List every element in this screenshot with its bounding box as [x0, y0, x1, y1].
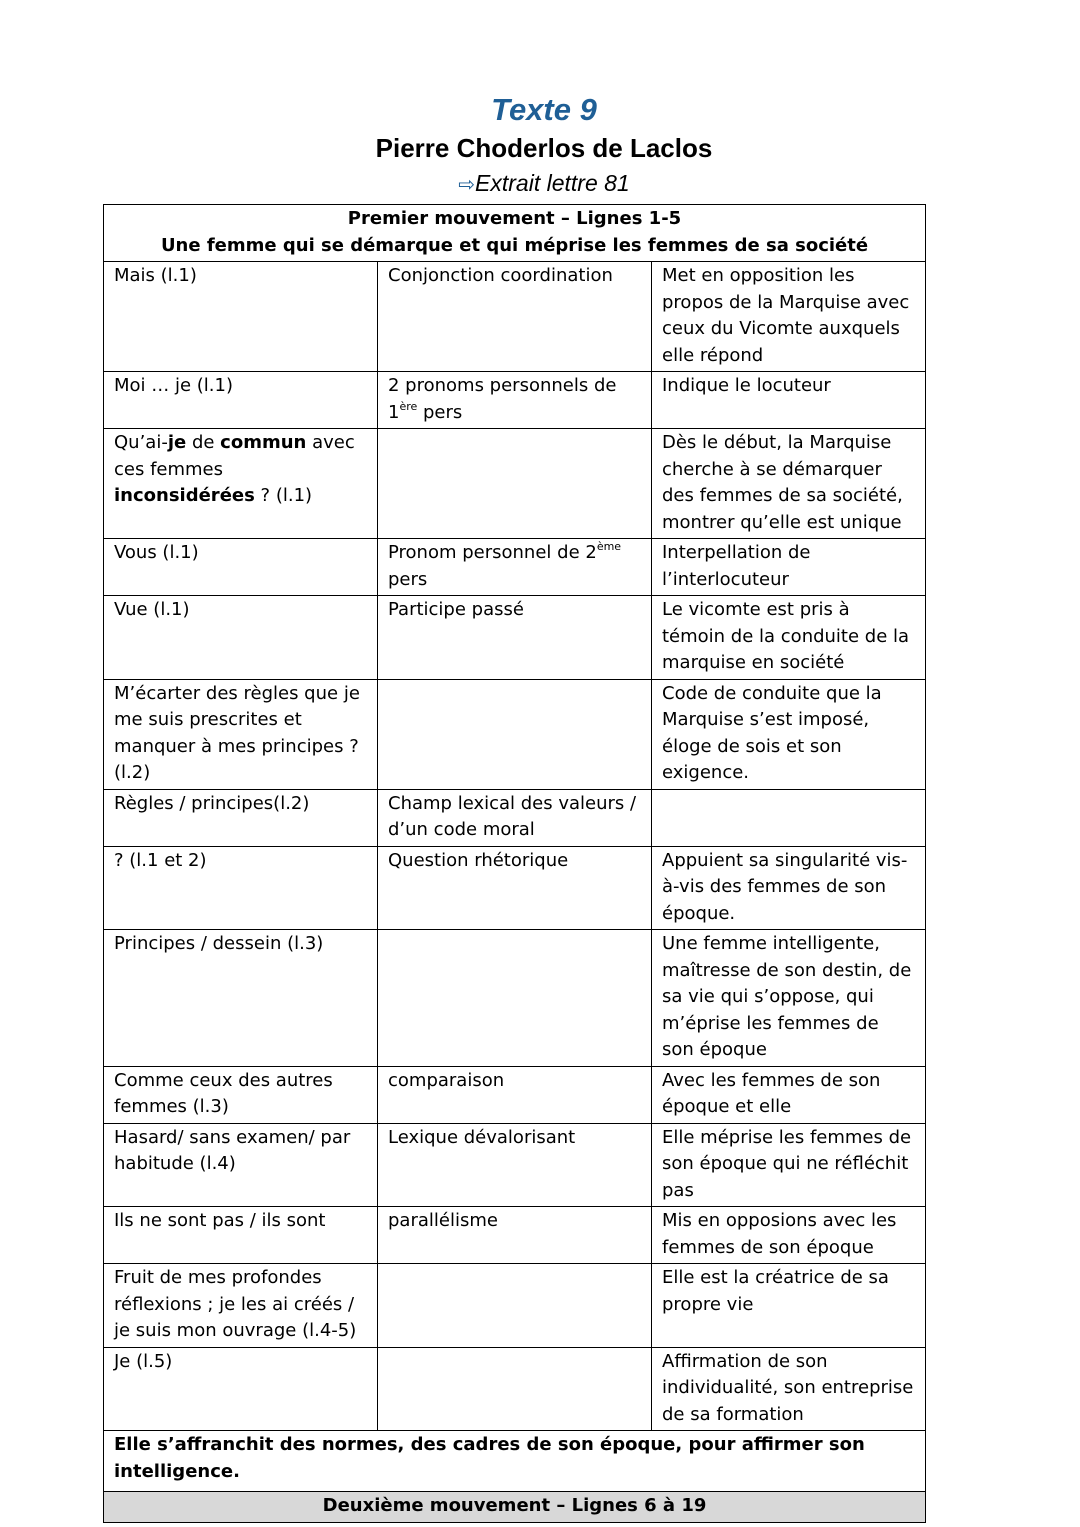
quote-cell: Principes / dessein (l.3) — [104, 930, 378, 1067]
table-row — [104, 930, 926, 1067]
table-row — [104, 262, 926, 372]
device-cell — [378, 372, 652, 429]
device-text-end: pers — [388, 568, 428, 590]
table-row — [104, 596, 926, 680]
table-row — [104, 1264, 926, 1348]
device-cell: Participe passé — [378, 596, 652, 680]
quote-text: ? (l.1) — [254, 485, 313, 506]
device-cell: comparaison — [378, 1066, 652, 1123]
next-section-heading: Deuxième mouvement – Lignes 6 à 19 — [104, 1492, 926, 1523]
quote-text: avec ces femmes — [114, 432, 355, 480]
document-header — [0, 88, 1080, 202]
device-superscript: ère — [399, 399, 418, 413]
interpretation-cell: Elle méprise les femmes de son époque qui ne réfléchit pas — [652, 1123, 926, 1207]
device-text: 2 pronoms personnels de 1 — [388, 375, 617, 423]
document-title: Texte 9 — [491, 92, 597, 127]
section-heading-row — [104, 205, 926, 262]
interpretation-cell: Elle est la créatrice de sa propre vie — [652, 1264, 926, 1348]
quote-cell: Je (l.5) — [104, 1347, 378, 1431]
quote-cell: ? (l.1 et 2) — [104, 846, 378, 930]
section-title: Premier mouvement – Lignes 1-5 — [347, 208, 682, 229]
device-text: Pronom personnel de 2 — [388, 542, 597, 563]
quote-cell: Fruit de mes profondes réflexions ; je les ai créés / je suis mon ouvrage (l.4-5) — [104, 1264, 378, 1348]
interpretation-cell — [652, 789, 926, 846]
quote-cell: Vous (l.1) — [104, 539, 378, 596]
analysis-table — [103, 204, 926, 1523]
device-cell: Question rhétorique — [378, 846, 652, 930]
device-cell: Champ lexical des valeurs / d’un code moral — [378, 789, 652, 846]
interpretation-cell: Dès le début, la Marquise cherche à se démarquer des femmes de sa société, montrer qu’elle est unique — [652, 429, 926, 539]
quote-cell: Ils ne sont pas / ils sont — [104, 1207, 378, 1264]
interpretation-cell: Appuient sa singularité vis-à-vis des femmes de son époque. — [652, 846, 926, 930]
quote-cell: Règles / principes(l.2) — [104, 789, 378, 846]
table-row — [104, 1347, 926, 1431]
table-row — [104, 1207, 926, 1264]
interpretation-cell: Mis en opposions avec les femmes de son époque — [652, 1207, 926, 1264]
section-footer-row — [104, 1492, 926, 1523]
quote-cell: Moi … je (l.1) — [104, 372, 378, 429]
quote-cell: Comme ceux des autres femmes (l.3) — [104, 1066, 378, 1123]
device-cell — [378, 539, 652, 596]
device-superscript: ème — [596, 540, 622, 553]
table-row — [104, 679, 926, 789]
quote-emphasis: inconsidérées — [114, 485, 255, 506]
quote-cell — [104, 429, 378, 539]
table-row — [104, 846, 926, 930]
interpretation-cell: Affirmation de son individualité, son entreprise de sa formation — [652, 1347, 926, 1431]
interpretation-cell: Interpellation de l’interlocuteur — [652, 539, 926, 596]
table-row — [104, 1123, 926, 1207]
device-cell — [378, 1264, 652, 1348]
device-cell: Conjonction coordination — [378, 262, 652, 372]
quote-cell: M’écarter des règles que je me suis prescrites et manquer à mes principes ? (l.2) — [104, 679, 378, 789]
device-cell — [378, 930, 652, 1067]
section-heading — [104, 205, 926, 262]
quote-text: Qu’ai- — [114, 432, 168, 453]
conclusion: Elle s’affranchit des normes, des cadres de son époque, pour affirmer son intelligence. — [104, 1431, 926, 1492]
quote-cell: Mais (l.1) — [104, 262, 378, 372]
device-cell — [378, 679, 652, 789]
device-cell — [378, 1347, 652, 1431]
interpretation-cell: Code de conduite que la Marquise s’est imposé, éloge de sois et son exigence. — [652, 679, 926, 789]
extract-label — [0, 166, 1080, 202]
interpretation-cell: Met en opposition les propos de la Marquise avec ceux du Vicomte auxquels elle répond — [652, 262, 926, 372]
table-row — [104, 429, 926, 539]
device-cell: Lexique dévalorisant — [378, 1123, 652, 1207]
author-name: Pierre Choderlos de Laclos — [375, 133, 713, 163]
device-cell — [378, 429, 652, 539]
device-cell: parallélisme — [378, 1207, 652, 1264]
table-row — [104, 789, 926, 846]
interpretation-cell: Avec les femmes de son époque et elle — [652, 1066, 926, 1123]
quote-cell: Hasard/ sans examen/ par habitude (l.4) — [104, 1123, 378, 1207]
device-text-end: pers — [417, 401, 463, 423]
interpretation-cell: Une femme intelligente, maîtresse de son destin, de sa vie qui s’oppose, qui m’éprise les femmes de son époque — [652, 930, 926, 1067]
quote-cell: Vue (l.1) — [104, 596, 378, 680]
quote-emphasis: commun — [220, 432, 307, 453]
table-row — [104, 539, 926, 596]
quote-emphasis: je — [167, 432, 187, 453]
extract-text: Extrait lettre 81 — [475, 170, 630, 196]
quote-text: de — [186, 432, 221, 453]
table-row — [104, 372, 926, 429]
interpretation-cell: Le vicomte est pris à témoin de la conduite de la marquise en société — [652, 596, 926, 680]
table-row — [104, 1066, 926, 1123]
section-subtitle: Une femme qui se démarque et qui méprise les femmes de sa société — [160, 234, 869, 256]
conclusion-row — [104, 1431, 926, 1492]
interpretation-cell: Indique le locuteur — [652, 372, 926, 429]
arrow-right-icon: ⇨ — [458, 174, 476, 196]
